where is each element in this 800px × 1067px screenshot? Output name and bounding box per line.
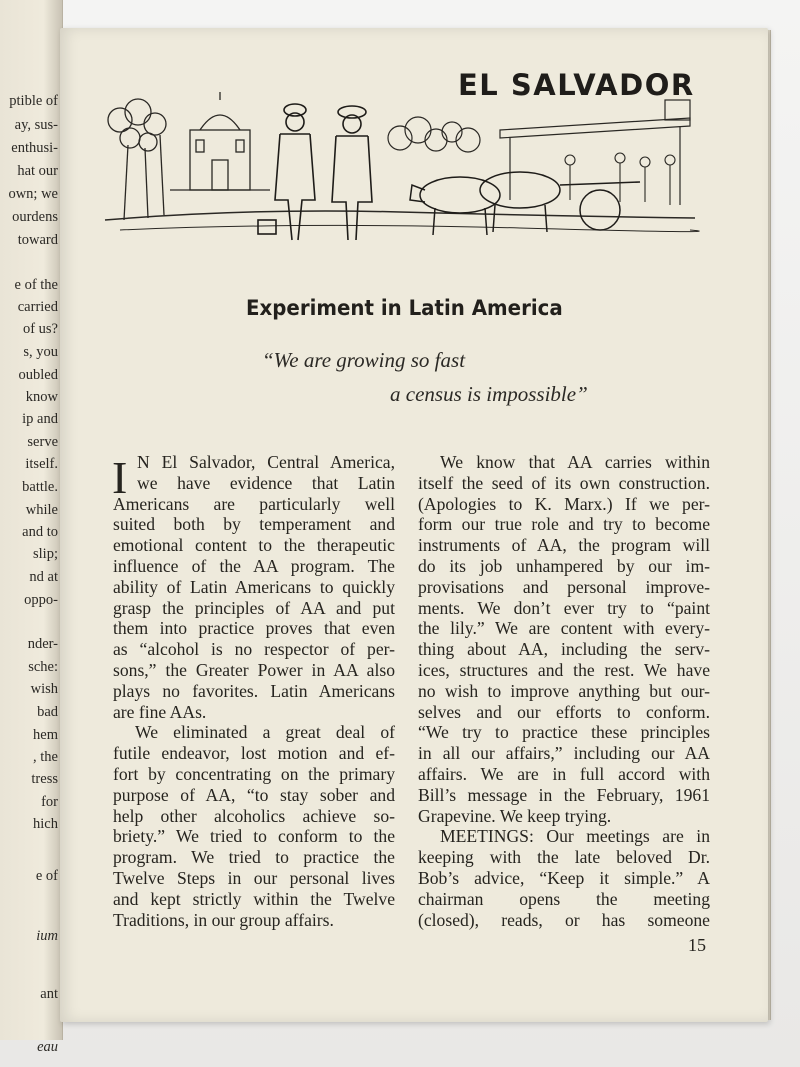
text-line: keeping with the late beloved Dr. [418,847,710,868]
article-title: Experiment in Latin America [246,296,563,321]
left-page-fragment: ip and [22,411,58,427]
text-line: purpose of AA, “to stay sober and [113,784,395,805]
left-page-fragment: s, you [23,344,58,360]
left-page-fragment: hich [33,816,58,832]
text-line: ices, structures and the rest. We have [418,659,710,680]
left-page-fragment: know [25,389,58,405]
left-page-fragment: sche: [28,659,58,675]
text-line: chairman opens the meeting [418,888,710,909]
text-line: form our true role and try to become [418,514,710,535]
text-line: “We try to practice these principles [418,722,710,743]
left-text-column [113,452,395,930]
text-line: Grapevine. We keep trying. [418,805,612,826]
text-line: affairs. We are in full accord with [418,763,710,784]
left-page-fragment: slip; [33,546,58,562]
left-page-fragment: hat our [17,163,58,179]
left-facing-page [0,0,63,1055]
left-page-fragment: serve [27,434,58,450]
left-page-fragment: for [41,794,58,810]
left-page-fragment: eau [37,1039,58,1055]
text-line: emotional content to the therapeutic [113,535,395,556]
text-line: fort by concentrating on the primary [113,763,395,784]
text-line: We eliminated a great deal of [135,722,395,743]
left-page-fragment: ourdens [12,209,58,225]
left-page-fragment: ant [40,986,58,1002]
text-line: instruments of AA, the program will [418,535,710,556]
text-line: do its job unhampered by our im- [418,555,710,576]
text-line: selves and our efforts to conform. [418,701,710,722]
text-line: ability of Latin Americans to quickly [113,576,395,597]
left-page-fragment: itself. [25,456,58,472]
pull-quote-line-2: a census is impossible” [390,382,588,406]
text-line: suited both by temperament and [113,514,395,535]
text-line: as “alcohol is no respector of per- [113,639,395,660]
left-page-fragment: own; we [8,186,58,202]
text-line: thing about AA, including the serv- [418,639,710,660]
country-title: EL SALVADOR [458,68,695,102]
text-line: in all our affairs,” including our AA [418,743,710,764]
left-page-fragment: e of the [14,277,58,293]
text-line: provisations and personal improve- [418,576,710,597]
left-page-fragment: oppo- [24,592,58,608]
left-page-fragment: bad [37,704,58,720]
left-page-fragment: of us? [22,321,58,337]
text-line: Bill’s message in the February, 1961 [418,784,710,805]
left-page-fragment: ium [36,928,58,944]
page-number: 15 [688,935,706,955]
text-line: influence of the AA program. The [113,555,395,576]
left-page-fragment: while [25,502,58,518]
text-line: N El Salvador, Central America, [137,452,395,472]
text-line: Americans are particularly well [113,493,395,514]
left-page-fragment: tress [31,771,58,787]
left-page-fragment: ptible of [9,93,58,109]
left-page-fragment: enthusi- [11,140,58,156]
left-page-fragment: carried [17,299,58,315]
text-line: Bob’s advice, “Keep it simple.” A [418,867,710,888]
text-line: We know that AA carries within [440,452,710,472]
text-line: them into practice proves that even [113,618,395,639]
street-scene-illustration [100,90,700,250]
left-page-fragment: oubled [18,367,58,383]
right-text-column [418,452,710,930]
left-page-fragment: hem [33,727,58,743]
left-page-fragment: nd at [29,569,58,585]
text-line: ments. We don’t ever try to “paint [418,597,710,618]
text-line: sons,” the Greater Power in AA also [113,659,395,680]
left-page-fragment: battle. [22,479,58,495]
left-page-fragment: e of [35,868,58,884]
left-page-fragment: nder- [27,636,58,652]
text-line: help other alcoholics achieve so- [113,805,395,826]
text-line: program. We tried to practice the [113,847,395,868]
text-line: Twelve Steps in our personal lives [113,867,395,888]
text-line: grasp the principles of AA and put [113,597,395,618]
drop-cap: I [112,452,128,503]
left-page-fragment: toward [17,232,58,248]
left-page-fragment: and to [22,524,58,540]
text-line: briety.” We tried to conform to the [113,826,395,847]
left-page-fragment: ay, sus- [14,117,58,133]
text-line: (closed), reads, or has someone [418,909,710,930]
text-line: the lily.” We are content with every- [418,618,710,639]
text-line: we have evidence that Latin [137,472,395,493]
left-page-fragment: wish [30,681,58,697]
text-line: plays no favorites. Latin Americans [113,680,395,701]
text-line: itself the seed of its own construction. [418,472,710,493]
text-line: (Apologies to K. Marx.) If we per- [418,493,710,514]
pull-quote-line-1: “We are growing so fast [262,348,466,372]
text-line: MEETINGS: Our meetings are in [440,826,710,847]
text-line: Traditions, in our group affairs. [113,909,334,930]
text-line: and kept strictly within the Twelve [113,888,395,909]
left-page-fragment: , the [33,749,58,765]
text-line: no wish to improve anything but our- [418,680,710,701]
text-line: futile endeavor, lost motion and ef- [113,743,395,764]
text-line: are fine AAs. [113,701,207,722]
